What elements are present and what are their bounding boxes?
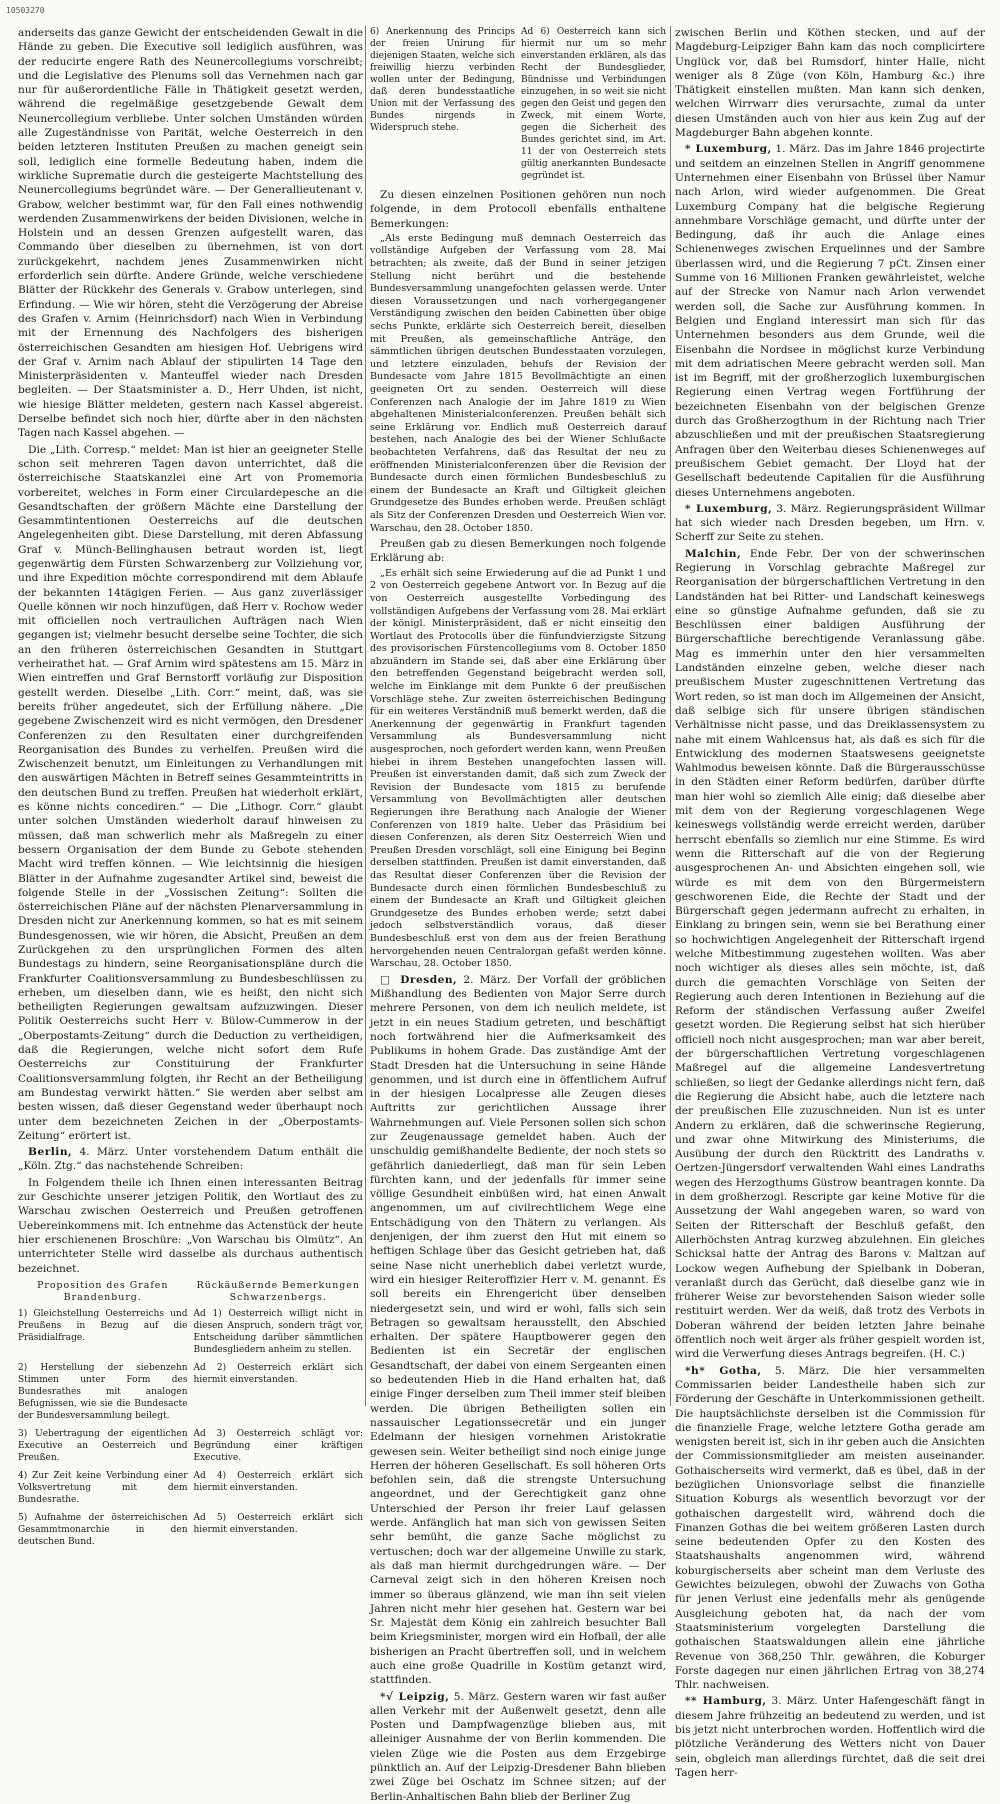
table-row: [18, 1470, 363, 1506]
response: Ad 4) Oesterreich erklärt sich hiermit einverstanden.: [193, 1470, 363, 1493]
paragraph: 3. März. Unter Hafengeschäft fängt in diesem Jahre frühzeitig an bedeutend zu werden, und ist bis jetzt nicht unterbrochen worden. Hoffentlich wird die plötzliche Veränderung des Wetters nicht von Dauer sein, obgleich man allerdings fürchtet, daß die seit drei Tagen herr-: [675, 1695, 985, 1779]
table-row: [18, 1428, 363, 1464]
paragraph: Preußen gab zu diesen Bemerkungen noch folgende Erklärung ab:: [370, 538, 666, 565]
paragraph: Zu diesen einzelnen Positionen gehören nun noch folgende, in dem Protocoll ebenfalls enthaltene Bemerkungen:: [370, 189, 666, 230]
paragraph: Ende Febr. Der von der schwerinschen Regierung in Vorschlag gebrachte Maßregel zur Reorganisation der bürgerschaftlichen Vertretung in den Landständen hat bei Ritter- und Landschaft keineswegs eine so günstige Aufnahme gefunden, daß sie zu Beschlüssen einer baldigen Ausführung der Bürgerschaftliche berechtigende Veranlassung gäbe. Mag es immerhin unter den hier versammelten Landständen einzelne geben, welche dieser nach preußischem Muster zugeschnittenen Vertretung das Wort reden, so ist man doch im Allgemeinen der Ansicht, daß selbige sich für unsere übrigen ständischen Verhältnisse nicht passe, und das Dreiklassensystem zu nahe mit einem Wahlcensus hat, als daß es sich für die Entwicklung des modernen Staatswesens geeignetste Wahlmodus beweisen könnte. Daß die Bürgerausschüsse in den Städten einer Reform bedürfen, darüber dürfte man hier wohl so ziemlich Alle einig; daß dieselbe aber mit dem von der Regierung vorgeschlagenen Wege keineswegs vollständig werde erreicht werden, darüber herrscht ebenfalls so ziemlich nur eine Stimme. Es wird wenn die Ritterschaft auf die von der Regierung ausgesprochenen An- und Absichten eingehen soll, wie würde es mit dem von den Bürgermeistern geschworenen Eide, die Rechte der Stadt und der Bürgerschaft gegen jedermann aufrecht zu erhalten, in Einklang zu bringen sein, wenn sie bei Berathung einer so hochwichtigen Angelegenheit der Ritterschaft irgend welche Mitbestimmung zugestehen wollten. Was aber noch wichtiger als dieses alles sein möchte, ist, daß durch die gemachten Vorschläge von Seiten der Regierung auch deren Intentionen in Beziehung auf die Reform der ständischen Verfassung außer Zweifel gesetzt worden. Die Regierung selbst hat sich hierüber officiell noch nicht ausgesprochen; man war aber bereit, der bürgerschaftlichen Vertretung vorgeschlagenen Maßregel auf die allgemeine Landesvertretung schließen, so liegt der Gedanke allerdings nicht fern, daß die Regierung die Absicht habe, auch die letztere nach der preußischen Elle zuzuschneiden. Nun ist es unter Andern zu erklären, daß die schwerinsche Regierung, und zwar ohne Mitwirkung des Ministeriums, die Ausübung der durch den Rücktritt des Landraths v. Oertzen-Jüngersdorf verwaltenden Wahl eines Landraths wegen des Herzogthums Güstrow beantragen konnte. Da in dem großherzogl. Rescripte gar keine Motive für die Aussetzung der Wahl angegeben waren, so ward von Seiten der Ritterschaft der Beschluß gefaßt, den Allerhöchsten Antrag kurzweg abzulehnen. Ein gleiches Schicksal hatte der Antrag des Barons v. Maltzan auf Lockow wegen Aufhebung der Spielbank in Doberan, veranlaßt durch das Gerücht, daß dieselbe ganz wie in früherer Weise zur bevorstehenden Saison wieder solle restituirt werden. Wer da weiß, daß trotz des Verbots in Doberan während der beiden letzten Jahre beinahe öffentlich noch weit ärger als früher gespielt worden ist, wird die Verwerfung dieses Antrags begreifen. (H. C.): [675, 547, 985, 1361]
article-dresden: [370, 973, 666, 1688]
paragraph: 2. März. Der Vorfall der gröblichen Mißhandlung des Bedienten von Major Serre durch mehrere Personen, von dem ich neulich meldete, ist jetzt in ein neues Stadium getreten, und beschäftigt noch fortwährend hier die Aufmerksamkeit des Publikums in hohem Grade. Das zuständige Amt der Stadt Dresden hat die Untersuchung in seine Hände genommen, und ist durch eine in öffentlichem Aufruf in der hiesigen Localpresse alle Zeugen dieses Auftritts zur gerichtlichen Aussage ihrer Wahrnehmungen auf. Viele Personen sollen sich schon zur Zeugenaussage gemeldet haben. Auch der unschuldig gemißhandelte Bediente, der noch stets so gefährlich daniederliegt, daß man für sein Leben fürchten kann, und der jedenfalls für immer seine völlige Gesundheit einbüßen wird, hat einen Anwalt angenommen, um auf civilrechtlichem Wege eine Entschädigung von den Thätern zu verlangen. Als denjenigen, der ihm zuerst den Hut mit einem so heftigen Schlage über das Gesicht getrieben hat, daß seine Nase nicht unerheblich dabei verletzt wurde, wird ein hiesiger Reiteroffizier Herr v. M. genannt. Es soll bereits ein Ehrengericht über denselben niedergesetzt sein, und wird er wohl, falls sich sein Betragen so gewaltsam herausstellt, den Abschied erhalten. Der spätere Hauptbowerer gegen den Bedienten ist ein Secretär der englischen Gesandtschaft, der dabei von einem Sergeanten einen so bedeutenden Hieb in die Hand erhalten hat, daß einige Finger derselben zum Theil immer steif bleiben werden. Die übrigen Betheiligten sollen ein nassauischer Legationssecretär und ein junger Edelmann der hiesigen vornehmen Aristokratie gewesen sein. Weiter betheiligt sind noch einige junge Herren der höheren Gesellschaft. Es soll höheren Orts befohlen sein, daß die strengste Untersuchung angeordnet, und der Gerechtigkeit ganz ohne Unterschied der Person ihr freier Lauf gelassen werde. Anfänglich hat man sich von gewissen Seiten sehr bemüht, die ganze Sache möglichst zu vertuschen; doch war der allgemeine Unwille zu stark, als daß man hiermit durchgedrungen wäre. — Der Carneval zeigt sich in den höheren Kreisen noch immer so überaus glänzend, wie man ihn seit vielen Jahren nicht mehr hier gesehen hat. Gestern war bei Sr. Majestät dem König ein zahlreich besuchter Ball beim Kriegsminister, morgen wird ein Hofball, der alle bisherigen an Pracht übertreffen soll, und in welchem auch eine große Quadrille in Kostüm getanzt wird, stattfinden.: [370, 973, 666, 1687]
quoted-declaration: „Es erhält sich seine Erwiederung auf die ad Punkt 1 und 2 von Oesterreich gegebene Antwort vor. In Bezug auf die von Oesterreich ausgestellte Vorbedingung des vollständigen Aufgebens der Verfassung vom 28. Mai erklärt der königl. Ministerpräsident, daß er nicht einseitig den Wortlaut des Protocolls über die fünfundvierzigste Sitzung des provisorischen Fürstencollegiums vom 8. October 1850 abzuändern im Stande sei, daß aber eine Erklärung über den betreffenden Gegenstand beigebracht werden soll, welche im Einklange mit dem Punkte 6 der preußischen Vorschläge stehe. Zur zweiten österreichischen Bedingung für ein weiteres Verständniß muß bemerkt werden, daß die Anerkennung der gegenwärtig in Frankfurt tagenden Versammlung als Bundesversammlung nicht ausgesprochen, noch gefordert werden kann, wenn Preußen hiebei in ihrem Bestehen unangefochten lassen will. Preußen ist einverstanden damit, daß sich zum Zweck der Revision der Bundesacte vom 1815 zu berufende Versammlung von Bevollmächtigten aller deutschen Regierungen ihre Berathung nach Analogie der Wiener Conferenzen von 1819 halte. Ueber das Präsidium bei diesen Conferenzen, als deren Sitz Oesterreich Wien und Preußen Dresden vorschlägt, soll eine Einigung bei Beginn derselben stattfinden. Preußen ist damit einverstanden, daß das Resultat dieser Conferenzen über die Revision der Bundesacte durch einen förmlichen Bundesbeschluß zu einem der Bundesacte an Kraft und Giltigkeit gleichen Grundgesetze des Bundes erhoben werde; setzt dabei jedoch selbstverständlich voraus, daß dieser Bundesbeschluß erst von dem aus der freien Berathung hervorgehenden neuen Centralorgan gefaßt werden könne. Warschau, 28. October 1850.: [370, 567, 666, 970]
dateline: * Luxemburg,: [685, 143, 772, 156]
article-berlin: [18, 1145, 363, 1174]
paragraph: Die „Lith. Corresp.“ meldet: Man ist hier an geeigneter Stelle schon seit mehreren Tagen davon unterrichtet, daß die österreichische Staatskanzlei eine Art von Promemoria vorbereitet, welches in Form einer Circulardepesche an die Gesandtschaften der größern Mächte eine Darstellung der Gesammtintentionen Oesterreichs auf die deutschen Angelegenheiten gibt. Diese Darstellung, mit deren Abfassung Graf v. Münch-Bellinghausen betraut worden ist, liegt gegenwärtig dem Fürsten Schwarzenberg zur Vollziehung vor, und ihre Expedition möchte correspondirend mit dem Ablaufe der bekannten 14tägigen Ferien. — Aus ganz zuverlässiger Quelle können wir noch hinzufügen, daß Herr v. Rochow weder mit officiellen noch vertraulichen Aufträgen nach Wien gegangen ist; vielmehr besucht derselbe seine Tochter, die sich an den früheren österreichischen Gesandten in Stuttgart verheirathet hat. — Graf Arnim wird spätestens am 15. März in Wien eintreffen und Graf Bernstorff vorläufig zur Disposition gestellt werden. Dieselbe „Lith. Corr.“ meint, daß, was sie bereits früher angedeutet, sich der Erfüllung nähere. „Die gegebene Zwischenzeit wird es nicht vermögen, den Dresdener Conferenzen zu den Resultaten einer durchgreifenden Reorganisation des Bundes zu verhelfen. Preußen wird die Zwischenzeit benutzt, um Einleitungen zu Verhandlungen mit den auswärtigen Mächten in Betreff seines Gesammteintritts in den deutschen Bund zu treffen. Preußen hat wiederholt erklärt, es könne nichts concediren.“ — Die „Lithogr. Corr.“ glaubt unter solchen Umständen wiederholt darauf hinweisen zu müssen, daß man schwerlich mehr als Maßregeln zu einer bessern Organisation der dem Bunde zu Gebote stehenden Macht wird treffen können. — Wie leichtsinnig die hiesigen Blätter in der Aufnahme zugesandter Artikel sind, beweist die folgende Stelle in der „Vossischen Zeitung“: Sollten die österreichischen Pläne auf der nächsten Plenarversammlung in Dresden nicht zur Anerkennung kommen, so hat es mit seinem Bundesgenossen, wie wir hören, die Absicht, Preußen an dem Zurückgehen zu den ursprünglichen Formen des alten Bundestags zu hindern, seine Reorganisationspläne durch die Frankfurter Coalitionsversammlung zu Bundesbeschlüssen zu erheben, um dieselben dann, wie es heißt, den nicht sich betheiligten Regierungen gewaltsam aufzuzwingen. Dieser Politik Oesterreichs sucht Herr v. Bülow-Cummerow in der „Oberpostamts-Zeitung“ durch die Deduction zu vertheidigen, daß die Regierungen, welche nicht sofort dem Rufe Oesterreichs zur Constituirung der Frankfurter Coalitionsversammlung folgten, ihr Recht an der Betheiligung am Bundestag verwirkt hätten.“ Sie werden aber selbst am besten wissen, daß dieser Gegenstand weder überhaupt noch unter dem bezeichneten Zeichen in der „Oberpostamts-Zeitung“ erörtert ist.: [18, 443, 363, 1142]
page-id: 10503270: [6, 6, 45, 15]
proposition: 3) Uebertragung der eigentlichen Executive an Oesterreich und Preußen.: [18, 1428, 188, 1463]
article-malchin: [675, 547, 985, 1362]
dateline: Malchin,: [685, 547, 742, 560]
column-rule: [670, 26, 671, 1406]
paragraph: zwischen Berlin und Köthen stecken, und auf der Magdeburg-Leipziger Bahn kam das noch complicirtere Unglück vor, daß bei Rumsdorf, hinter Halle, nicht weniger als 8 Züge (von Köln, Hamburg &c.) ihre Thätigkeit einstellen mußten. Man kann sich denken, welchen Wirrwarr dies verursachte, zumal da unter diesen Umständen auch von hier aus kein Zug auf der Magdeburger Bahn abgehen konnte.: [675, 27, 985, 140]
column-1: [18, 26, 363, 1547]
dateline: Berlin,: [28, 1146, 73, 1159]
left-header: Proposition des Grafen Brandenburg.: [37, 1279, 169, 1303]
column-2: [370, 26, 667, 1803]
dateline: □ Dresden,: [380, 973, 458, 986]
quoted-remarks: „Als erste Bedingung muß demnach Oesterreich das vollständige Aufgeben der Verfassung vom 28. Mai betrachten; als zweite, daß der Bund in seiner jetzigen Stellung nicht berührt und die bestehende Bundesversammlung unangefochten gelassen werde. Unter diesen Voraussetzungen und nach vorhergegangener Verständigung zwischen den beiden Cabinetten über obige sechs Punkte, erklärte sich Oesterreich bereit, dieselben mit Preußen, als gemeinschaftliche Anträge, den sämmtlichen übrigen deutschen Bundesstaaten vorzulegen, und letztere einzuladen, behufs der Revision der Bundesacte vom Jahre 1815 Bevollmächtigte an einen geeigneten Ort zu senden. Oesterreich will diese Conferenzen nach Analogie der im Jahre 1819 zu Wien abgehaltenen Ministerialconferenzen. Preußen behält sich seine Erklärung vor. Endlich muß Oesterreich darauf bestehen, nach Analogie des bei der Wiener Schlußacte beobachteten Verfahrens, daß das Resultat der neu zu eröffnenden Ministerialconferenzen über die Revision der Bundesacte durch einen förmlichen Bundesbeschluß zu einem der Bundesacte an Kraft und Giltigkeit gleichen Grundgesetze des Bundes erhoben werde. Preußen schlägt als Sitz der Conferenzen Dresden und Oesterreich Wien vor. Warschau, den 28. October 1850.: [370, 232, 666, 534]
article-luxemburg-1: [675, 142, 985, 499]
article-leipzig: [370, 1690, 666, 1804]
response: Ad 2) Oesterreich erklärt sich hiermit einverstanden.: [193, 1362, 363, 1385]
paragraph: 5. März. Gestern waren wir fast außer allen Verkehr mit der Außenwelt gesetzt, denn alle Posten und Dampfwagenzüge blieben aus, mit alleiniger Ausnahme der von Berlin kommenden. Die vielen Züge wie die Posten aus dem Erzgebirge pünktlich an. Auf der Leipzig-Dresdener Bahn blieben zwei Züge bei Oschatz im Schnee sitzen; auf der Berlin-Anhaltischen Bahn blieb der Berliner Zug: [370, 1690, 667, 1803]
proposition: 1) Gleichstellung Oesterreichs und Preußens in Bezug auf die Präsidialfrage.: [18, 1308, 188, 1343]
dateline: *√ Leipzig,: [380, 1690, 450, 1703]
column-rule: [365, 26, 366, 1406]
paragraph: In Folgendem theile ich Ihnen einen interessanten Beitrag zur Geschichte unserer jetzigen Politik, den Wortlaut des zu Warschau zwischen Oesterreich und Preußen getroffenen Uebereinkommens mit. Ich entnehme das Actenstück der heute hier erschienenen Broschüre: „Von Warschau bis Olmütz“. An unterrichteter Stelle wird dasselbe als durchaus authentisch bezeichnet.: [18, 1176, 363, 1275]
response: Ad 1) Oesterreich willigt nicht in diesen Anspruch, sondern trägt vor, Entscheidung darüber sämmtlichen Bundesgliedern anheim zu stellen.: [193, 1308, 363, 1355]
response: Ad 6) Oesterreich kann sich hiermit nur um so mehr einverstanden erklären, als das Recht der Bundesglieder, Bündnisse und Verbindungen einzugehen, in so weit sie nicht gegen den Geist und gegen den Zweck, mit einem Worte, gegen die Sicherheit des Bundes gerichtet sind, im Art. 11 der von Oesterreich stets gültig anerkannten Bundesacte gegründet ist.: [521, 27, 666, 181]
proposition: 2) Herstellung der siebenzehn Stimmen unter Form des Bundesrathes mit analogen Befugnissen, wie sie die Bundesacte der Bundesversammlung beilegt.: [18, 1362, 188, 1421]
paragraph: 4. März. Unter vorstehendem Datum enthält die „Köln. Ztg.“ das nachstehende Schreiben:: [18, 1146, 363, 1173]
right-header: Rückäußernde Bemerkungen Schwarzenbergs.: [196, 1279, 360, 1303]
article-hamburg: [675, 1694, 985, 1780]
proposition: 4) Zur Zeit keine Verbindung einer Volksvertretung mit dem Bundesrathe.: [18, 1470, 188, 1505]
proposition: 6) Anerkennung des Princips der freien Unirung für diejenigen Staaten, welche sich freiwillig hierzu verbinden wollen unter der Bedingung, daß deren bundesstaatliche Union mit der Verfassung des Bundes nirgends in Widerspruch stehe.: [370, 27, 515, 133]
table-headers: [18, 1280, 363, 1304]
table-row: [18, 1362, 363, 1422]
dateline: *h* Gotha,: [685, 1364, 762, 1377]
table-row: [18, 1512, 363, 1548]
dateline: * Luxemburg,: [685, 502, 773, 515]
paragraph: anderseits das ganze Gewicht der entscheidenden Gewalt in die Hände zu geben. Die Executive soll lediglich ausführen, was der reducirte engere Rath des Neunercollegiums vorschreibt; und die Legislative des Plenums soll das Vernehmen nach gar nur für außerordentliche Fälle in Thätigkeit gesetzt werden, während die regelmäßige gesetzgebende Gewalt dem Neunercollegium verbliebe. Unter solchen Umständen würden alle Zugeständnisse von Parität, welche Oesterreich in den beiden letzteren Instituten Preußen zu machen geneigt sein soll, lediglich eine formelle Bedeutung haben, indem die wirkliche Suprematie durch die gesteigerte Machtstellung des Neunercollegiums begründet wäre. — Der Generallieutenant v. Grabow, welcher bestimmt war, für den Fall eines nothwendig werdenden Zusammenwirkens der beiden Divisionen, welche in Holstein und an dessen Grenzen aufgestellt waren, das Commando über dieselben zu übernehmen, ist von dort zurückgekehrt, nachdem jenes Zusammenwirken nicht erforderlich sein dürfte. Andere Gründe, welche verschiedene Blätter der Rückkehr des Generals v. Grabow unterlegen, sind Erfindung. — Wie wir hören, steht die Verzögerung der Abreise des Grafen v. Arnim (Heinrichsdorf) nach Wien in Verbindung mit der Ernennung des Nachfolgers des bisherigen österreichischen Gesandten am hiesigen Hof. Uebrigens wird der Graf v. Arnim nach Ablauf der stipulirten 14 Tage den Ministerpräsidenten v. Manteuffel wieder nach Dresden begleiten. — Der Staatsminister a. D., Herr Uhden, ist nicht, wie hiesige Blätter meldeten, gestern nach Kassel abgereist. Derselbe befindet sich noch hier, dürfte aber in den nächsten Tagen nach Kassel abgehen. —: [18, 27, 363, 440]
dateline: ** Hamburg,: [685, 1695, 767, 1708]
response: Ad 3) Oesterreich schlägt vor: Begründung einer kräftigen Executive.: [193, 1428, 363, 1463]
response: Ad 5) Oesterreich erklärt sich hiermit einverstanden.: [193, 1512, 363, 1535]
table-row: [18, 1308, 363, 1356]
table-row: [370, 26, 666, 182]
column-3: [675, 26, 985, 1779]
proposition: 5) Aufnahme der österreichischen Gesammtmonarchie in den deutschen Bund.: [18, 1512, 188, 1547]
paragraph: 3. März. Regierungspräsident Willmar hat sich wieder nach Dresden begeben, um Hrn. v. Scherff zur Seite zu stehen.: [675, 502, 985, 544]
paragraph: 1. März. Das im Jahre 1846 projectirte und seitdem an einzelnen Stellen in Angriff genommene Unternehmen einer Eisenbahn von Brüssel über Namur nach Arlon, wird wieder aufgenommen. Die Great Luxemburg Company hat die belgische Regierung annehmbare Vorschläge gemacht, und dürfte unter der Bedingung, daß ihr auch die Anlage eines Schienenweges zwischen Erquelinnes und der Sambre überlassen wird, und die Regierung 7 pCt. Zinsen einer Summe von 16 Millionen Franken gewährleistet, welche auf der Strecke von Namur nach Arlon verwendet werden soll, die Sache zur Ausführung kommen. In Belgien und England interessirt man sich für das Unternehmen besonders aus dem Grunde, weil die Eisenbahn die Nordsee in möglichst kurze Verbindung mit dem adriatischen Meere gebracht werden soll. Man ist im Begriff, mit der großherzoglich luxemburgischen Regierung einen Vertrag wegen Fortführung der bezeichneten Eisenbahn von der belgischen Grenze durch das Großherzogthum in der Richtung nach Trier abzuschließen und mit der preußischen Staatsregierung Anfragen über den Weiterbau dieses Schienenweges auf preußischem Gebiet gemacht. Der Lloyd hat der Gesellschaft bedeutende Capitalien für die Ausführung dieses Unternehmens angeboten.: [675, 143, 985, 499]
article-gotha: [675, 1364, 985, 1693]
paragraph: 5. März. Die hier versammelten Commissarien beider Landestheile haben sich zur Förderung der Geschäfte in Unterkommissionen getheilt. Die hauptsächlichste derselben ist die Commission für die finanzielle Frage, welche letztere Gotha gerade am wenigsten bereit ist, sich in ihr geben auch die Ansichten der Commissionsmitglieder am meisten auseinander. Gothaischerseits wird vermerkt, daß es übel, daß in der bezüglichen Unionsvorlage selbst die finanzielle Situation Koburgs als wesentlich bevorzugt vor der gothaischen dargestellt wird, während doch die Finanzen Gothas die bei weitem größeren Lasten durch seine bedeutenden Opfer zu den Kosten des Staatshaushalts angenommen wird, während koburgischerseits aber scheint man dem Verluste des Gewichtes beizulegen, obwohl der Zuwachs von Gotha für jenen Verlust eine jedenfalls mehr als genügende Ausgleichung geboten hat, da nach der vom Staatsministerium vorgelegten Darstellung die gothaischen Staatswaldungen allein eine jährliche Revenue von 368,250 Thlr. gewähren, die Koburger Forste dagegen nur einen jährlichen Ertrag von 38,274 Thlr. nachweisen.: [675, 1364, 985, 1692]
article-luxemburg-3: [675, 502, 985, 545]
